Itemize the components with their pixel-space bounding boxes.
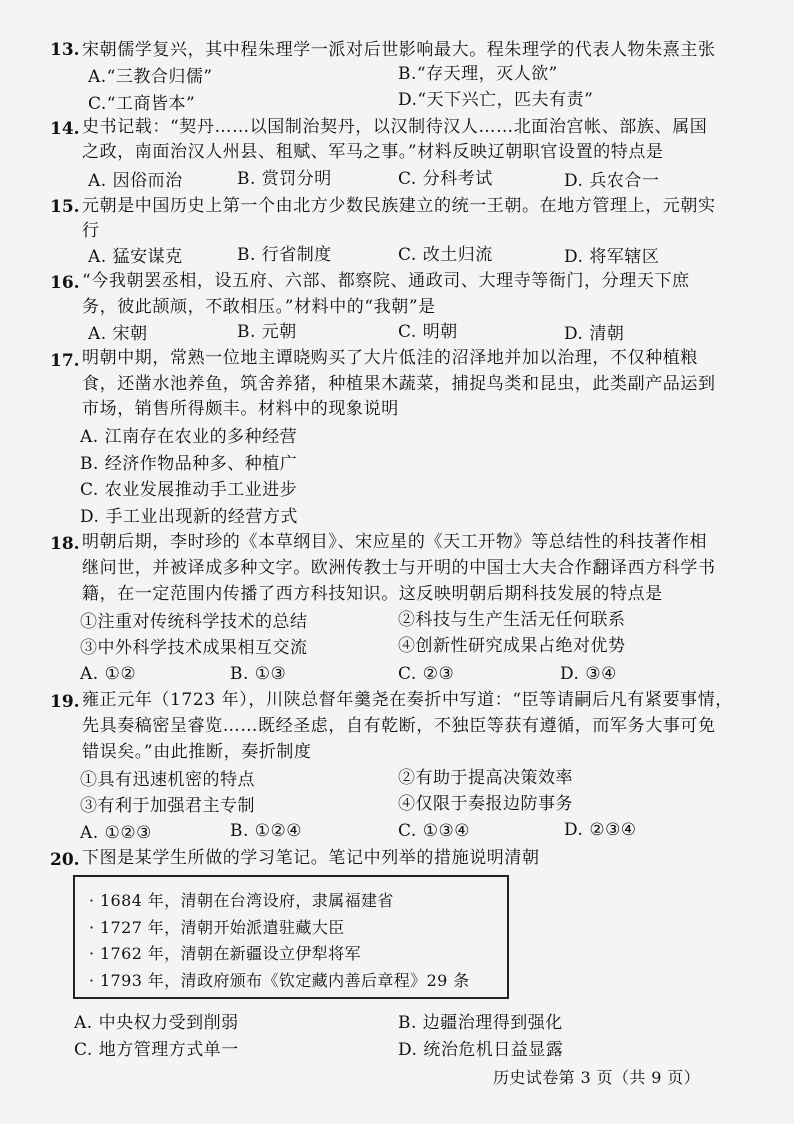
question-stem: 之政，南面治汉人州县、租赋、军马之事。”材料反映辽朝职官设置的特点是 <box>82 142 664 162</box>
statement-4: ④仅限于奏报边防事务 <box>398 794 573 814</box>
statement-1: ①具有迅速机密的特点 <box>80 770 255 790</box>
option-c: C. 改土归流 <box>398 245 493 265</box>
question-stem: 务，彼此颉颃，不敢相压。”材料中的“我朝”是 <box>82 297 436 317</box>
option-a: A. ①②③ <box>80 823 152 843</box>
question-stem: 雍正元年（1723 年），川陕总督年羹尧在奏折中写道：“臣等请嗣后凡有紧要事情， <box>82 690 733 710</box>
option-b: B. 边疆治理得到强化 <box>398 1013 563 1033</box>
question-stem: 错误矣。”由此推断，奏折制度 <box>82 742 312 762</box>
question-stem: 明朝中期，常熟一位地主谭晓购买了大片低洼的沼泽地并加以治理，不仅种植粮 <box>82 348 698 368</box>
option-b: B. 行省制度 <box>237 245 332 265</box>
question-number: 17. <box>50 351 80 371</box>
option-b: B. ①②④ <box>230 821 303 841</box>
option-a: A. 江南存在农业的多种经营 <box>80 427 298 447</box>
option-b: B. 经济作物品种多、种植广 <box>80 454 298 474</box>
option-a: A. 因俗而治 <box>88 171 183 191</box>
option-a: A. ①② <box>80 664 137 684</box>
option-a: A.“三教合归儒” <box>88 67 213 87</box>
statement-2: ②有助于提高决策效率 <box>398 768 573 788</box>
statement-1: ①注重对传统科学技术的总结 <box>80 612 308 632</box>
option-c: C. ②③ <box>398 664 455 684</box>
option-c: C. 明朝 <box>398 322 458 342</box>
note-line: · 1727 年，清朝开始派遣驻藏大臣 <box>89 918 345 937</box>
question-number: 13. <box>50 40 80 60</box>
option-b: B. 元朝 <box>237 322 297 342</box>
question-number: 18. <box>50 534 80 554</box>
question-stem: 下图是某学生所做的学习笔记。笔记中列举的措施说明清朝 <box>82 848 540 868</box>
option-d: D. 统治危机日益显露 <box>398 1040 564 1060</box>
note-line: · 1793 年，清政府颁布《钦定藏内善后章程》29 条 <box>89 971 470 990</box>
option-b: B.“存天理，灭人欲” <box>398 64 558 84</box>
question-stem: 先具奏稿密呈睿览……既经圣虑，自有乾断，不独臣等获有遵循，而军务大事可免 <box>82 716 716 736</box>
statement-4: ④创新性研究成果占绝对优势 <box>398 636 626 656</box>
option-d: D. 清朝 <box>564 324 625 344</box>
study-note-box <box>73 875 509 999</box>
option-c: C. 农业发展推动手工业进步 <box>80 480 298 500</box>
option-d: D. ③④ <box>560 664 617 684</box>
question-stem: 籍，在一定范围内传播了西方科技知识。这反映明朝后期科技发展的特点是 <box>82 584 663 604</box>
note-line: · 1762 年，清朝在新疆设立伊犁将军 <box>89 944 361 963</box>
option-d: D. 手工业出现新的经营方式 <box>80 507 298 527</box>
question-number: 16. <box>50 273 80 293</box>
question-stem: 行 <box>82 221 100 241</box>
question-stem: 元朝是中国历史上第一个由北方少数民族建立的统一王朝。在地方管理上，元朝实 <box>82 196 716 216</box>
option-c: C.“工商皆本” <box>88 94 196 114</box>
question-stem: 明朝后期，李时珍的《本草纲目》、宋应星的《天工开物》等总结性的科技著作相 <box>82 532 708 552</box>
option-d: D. 将军辖区 <box>564 247 660 267</box>
option-d: D. 兵农合一 <box>564 171 660 191</box>
question-stem: 继问世，并被译成多种文字。欧洲传教士与开明的中国士大夫合作翻译西方科学书 <box>82 558 716 578</box>
question-stem: 宋朝儒学复兴，其中程朱理学一派对后世影响最大。程朱理学的代表人物朱熹主张 <box>82 40 716 60</box>
question-number: 20. <box>50 850 80 870</box>
question-stem: 食，还凿水池养鱼，筑舍养猪，种植果木蔬菜，捕捉鸟类和昆虫，此类副产品运到 <box>82 374 716 394</box>
question-stem: 史书记载：“契丹……以国制治契丹，以汉制待汉人……北面治宫帐、部族、属国 <box>82 117 708 137</box>
option-c: C. 分科考试 <box>398 169 493 189</box>
statement-3: ③有利于加强君主专制 <box>80 796 255 816</box>
option-a: A. 中央权力受到削弱 <box>74 1013 239 1033</box>
question-number: 14. <box>50 119 80 139</box>
page-footer: 历史试卷第 3 页（共 9 页） <box>493 1068 701 1087</box>
statement-3: ③中外科学技术成果相互交流 <box>80 638 308 658</box>
option-c: C. 地方管理方式单一 <box>74 1040 239 1060</box>
option-a: A. 猛安谋克 <box>88 247 183 267</box>
option-d: D.“天下兴亡，匹夫有责” <box>398 90 594 110</box>
note-line: · 1684 年，清朝在台湾设府，隶属福建省 <box>89 891 394 910</box>
option-b: B. ①③ <box>230 664 287 684</box>
option-c: C. ①③④ <box>398 821 470 841</box>
option-b: B. 赏罚分明 <box>237 169 332 189</box>
question-number: 15. <box>50 197 80 217</box>
question-stem: 市场，销售所得颇丰。材料中的现象说明 <box>82 399 399 419</box>
question-number: 19. <box>50 692 80 712</box>
option-d: D. ②③④ <box>564 820 637 840</box>
statement-2: ②科技与生产生活无任何联系 <box>398 610 626 630</box>
option-a: A. 宋朝 <box>88 324 148 344</box>
question-stem: “今我朝罢丞相，设五府、六部、都察院、通政司、大理寺等衙门，分理天下庶 <box>82 271 690 291</box>
